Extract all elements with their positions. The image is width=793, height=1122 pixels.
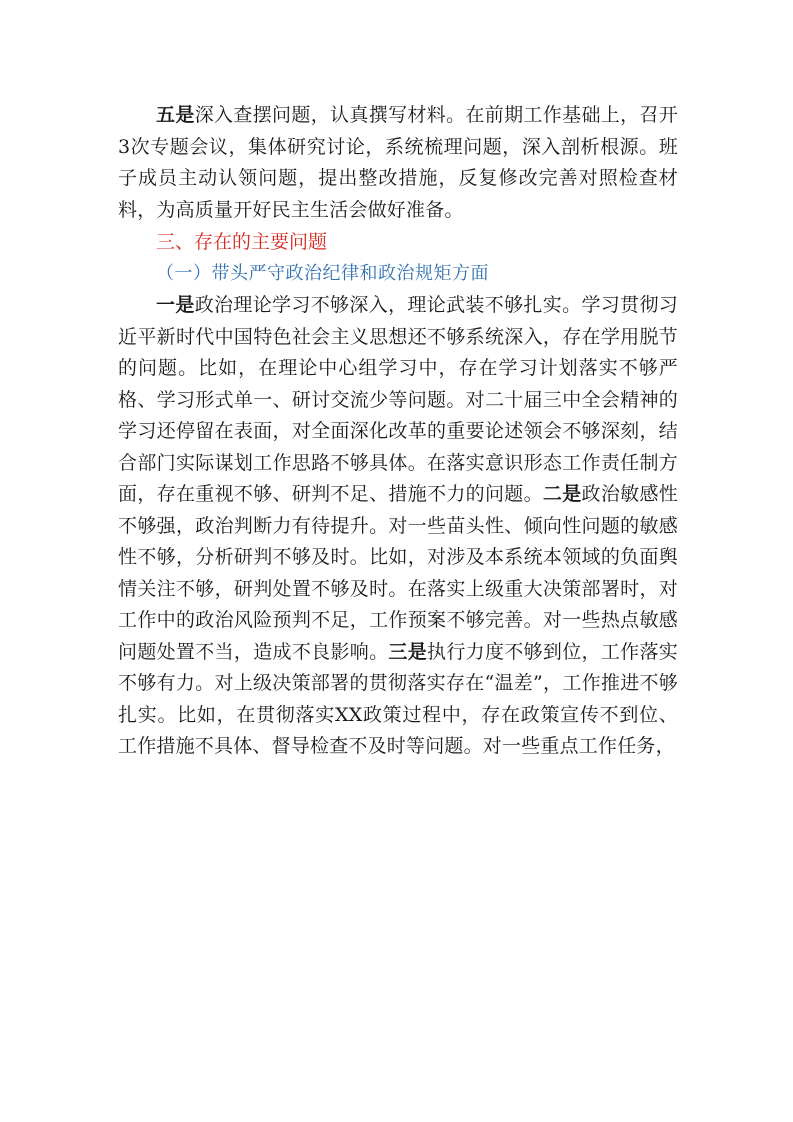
paragraph-body [118,290,678,763]
item-3-lead: 三是 [388,640,428,663]
item-1-text: 政治理论学习不够深入，理论武装不够扎实。学习贯彻习近平新时代中国特色社会主义思想还不够系统深入，存在学用脱节的问题。比如，在理论中心组学习中，存在学习计划落实不够严格、学习形式单一、研讨交流少等问题。对二十届三中全会精神的学习还停留在表面，对全面深化改革的重要论述领会不够深刻，结合部门实际谋划工作思路不够具体。在落实意识形态工作责任制方面，存在重视不够、研判不足、措施不力的问题。 [118,294,678,505]
item-1-lead: 一是 [156,294,195,316]
section-3-heading: 三、存在的主要问题 [156,231,328,253]
item-5-lead: 五是 [156,104,195,126]
paragraph-item-5 [118,100,678,226]
item-2-text: 政治敏感性不够强，政治判断力有待提升。对一些苗头性、倾向性问题的敏感性不够，分析研判不够及时。比如，对涉及本系统本领域的负面舆情关注不够，研判处置不够及时。在落实上级重大决策部署时，对工作中的政治风险预判不足，工作预案不够完善。对一些热点敏感问题处置不当，造成不良影响。 [118,483,679,663]
item-3-text: 执行力度不够到位，工作落实不够有力。对上级决策部署的贯彻落实存在“温差”，工作推进不够扎实。比如，在贯彻落实XX政策过程中，存在政策宣传不到位、工作措施不具体、督导检查不及时等问题。对一些重点工作任务， [118,640,678,757]
document-content [118,100,678,763]
item-2-lead: 二是 [542,483,582,505]
item-5-text: 深入查摆问题，认真撰写材料。在前期工作基础上，召开3次专题会议，集体研究讨论，系统梳理问题，深入剖析根源。班子成员主动认领问题，提出整改措施，反复修改完善对照检查材料，为高质量开好民主生活会做好准备。 [118,104,678,221]
subsection-1-heading: （一）带头严守政治纪律和政治规矩方面 [156,263,489,284]
